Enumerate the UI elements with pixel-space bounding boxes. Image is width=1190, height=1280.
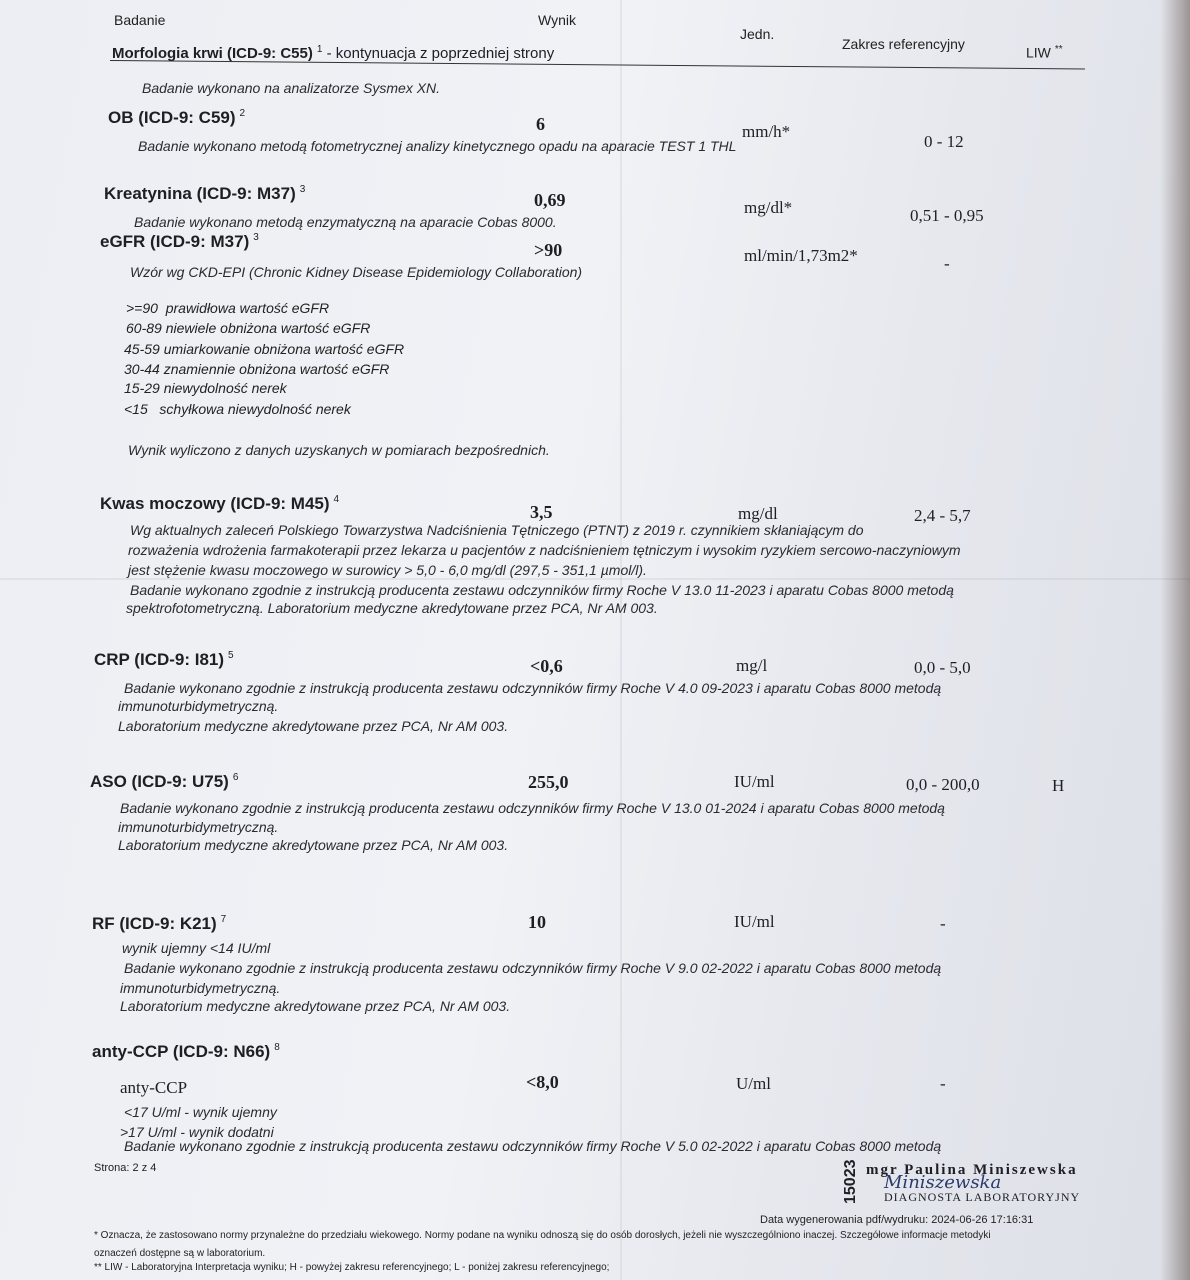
egfr-scale-6: <15 schyłkowa niewydolność nerek xyxy=(124,401,351,417)
rf-title: RF (ICD-9: K21) $^7$ xyxy=(92,914,227,933)
egfr-scale-2: 60-89 niewiele obniżona wartość eGFR xyxy=(126,320,371,336)
morfologia-note: Badanie wykonano na analizatorze Sysmex XN. xyxy=(142,80,441,96)
signer-title: DIAGNOSTA LABORATORYJNY xyxy=(884,1190,1081,1204)
egfr-footer: Wynik wyliczono z danych uzyskanych w pomiarach bezpośrednich. xyxy=(128,442,550,458)
legend-line-1: * Oznacza, że zastosowano normy przynależne do przedziału wiekowego. Normy podane na wyniku odnoszą się do osób dorosłych, jeżeli nie wyszczególniono inaczej. Szczegółowe informacje metodyki xyxy=(94,1230,991,1241)
ccp-note-1: <17 U/ml - wynik ujemny xyxy=(124,1104,277,1120)
page-number: Strona: 2 z 4 xyxy=(94,1162,157,1174)
ccp-unit: U/ml xyxy=(736,1074,771,1093)
kwas-note-3: jest stężenie kwasu moczowego w surowicy > 5,0 - 6,0 mg/dl (297,5 - 351,1 µmol/l). xyxy=(128,562,647,578)
aso-note-1: Badanie wykonano zgodnie z instrukcją producenta zestawu odczynników firmy Roche V 13.0 01-2024 i aparatu Cobas 8000 metodą xyxy=(120,800,945,816)
egfr-range: - xyxy=(944,254,950,273)
kreatynina-title: Kreatynina (ICD-9: M37) $^3$ xyxy=(104,184,306,203)
column-header-badanie: Badanie xyxy=(114,12,166,28)
aso-value: 255,0 xyxy=(528,772,569,792)
kwas-value: 3,5 xyxy=(530,502,553,522)
kreatynina-unit: mg/dl* xyxy=(744,198,793,217)
crp-value: <0,6 xyxy=(530,656,563,676)
kwas-note-5: spektrofotometryczną. Laboratorium medyczne akredytowane przez PCA, Nr AM 003. xyxy=(126,600,658,616)
crp-unit: mg/l xyxy=(736,656,768,675)
kwas-title: Kwas moczowy (ICD-9: M45) $^4$ xyxy=(100,494,340,513)
rf-value: 10 xyxy=(528,912,546,932)
kwas-unit: mg/dl xyxy=(738,504,778,523)
ob-range: 0 - 12 xyxy=(924,132,964,151)
column-header-wynik: Wynik xyxy=(538,12,576,28)
signer-name: mgr Paulina Miniszewska xyxy=(866,1162,1078,1178)
legend-line-3: ** LIW - Laboratoryjna Interpretacja wyniku; H - powyżej zakresu referencyjnego; L - poniżej zakresu referencyjnego; xyxy=(94,1262,610,1273)
column-header-zakres: Zakres referencyjny xyxy=(842,36,965,52)
aso-flag-high: H xyxy=(1052,776,1065,795)
stamp-number: 15023 xyxy=(842,1159,859,1204)
kwas-range: 2,4 - 5,7 xyxy=(914,506,971,525)
kwas-note-1: Wg aktualnych zaleceń Polskiego Towarzystwa Nadciśnienia Tętniczego (PTNT) z 2019 r. czynnikiem skłaniającym do xyxy=(130,522,864,538)
kreatynina-value: 0,69 xyxy=(534,190,566,210)
egfr-scale-5: 15-29 niewydolność nerek xyxy=(124,380,287,396)
crp-title: CRP (ICD-9: I81) $^5$ xyxy=(94,650,234,669)
paper-fold-vertical xyxy=(620,0,622,1280)
ccp-note-3: Badanie wykonano zgodnie z instrukcją producenta zestawu odczynników firmy Roche V 5.0 02-2022 i aparatu Cobas 8000 metodą xyxy=(124,1138,942,1154)
egfr-unit: ml/min/1,73m2* xyxy=(744,246,858,265)
rf-unit: IU/ml xyxy=(734,912,775,931)
ob-note: Badanie wykonano metodą fotometrycznej analizy kinetycznego opadu na aparacie TEST 1 THL xyxy=(138,138,737,154)
kwas-note-4: Badanie wykonano zgodnie z instrukcją producenta zestawu odczynników firmy Roche V 13.0 11-2023 i aparatu Cobas 8000 metodą xyxy=(130,582,954,598)
crp-note-2: immunoturbidymetryczną. xyxy=(118,698,279,714)
rf-note-2: Badanie wykonano zgodnie z instrukcją producenta zestawu odczynników firmy Roche V 9.0 02-2022 i aparatu Cobas 8000 metodą xyxy=(124,960,942,976)
aso-note-2: immunoturbidymetryczną. xyxy=(118,819,279,835)
column-header-liw: LIW ** xyxy=(1026,44,1063,61)
kreatynina-note: Badanie wykonano metodą enzymatyczną na aparacie Cobas 8000. xyxy=(134,214,557,230)
egfr-scale-3: 45-59 umiarkowanie obniżona wartość eGFR xyxy=(124,341,405,357)
ob-value: 6 xyxy=(536,114,545,134)
ob-title: OB (ICD-9: C59) $^2$ xyxy=(108,108,246,127)
morfologia-heading: Morfologia krwi (ICD-9: C55) $^1$ - kontynuacja z poprzedniej strony xyxy=(112,44,555,62)
aso-range: 0,0 - 200,0 xyxy=(906,775,980,794)
egfr-scale-4: 30-44 znamiennie obniżona wartość eGFR xyxy=(124,361,390,377)
handwritten-signature: Miniszewska xyxy=(884,1172,1002,1193)
crp-range: 0,0 - 5,0 xyxy=(914,658,971,677)
crp-note-3: Laboratorium medyczne akredytowane przez PCA, Nr AM 003. xyxy=(118,718,509,734)
egfr-note: Wzór wg CKD-EPI (Chronic Kidney Disease Epidemiology Collaboration) xyxy=(130,264,583,280)
column-header-jedn: Jedn. xyxy=(740,26,775,42)
ccp-value: <8,0 xyxy=(526,1072,559,1092)
kwas-note-2: rozważenia wdrożenia farmakoterapii przez lekarza u pacjentów z nadciśnieniem tętniczym i wysokim ryzykiem sercowo-naczyniowym xyxy=(128,542,961,558)
aso-unit: IU/ml xyxy=(734,772,775,791)
paper-fold-horizontal xyxy=(0,578,1190,580)
ccp-note-2: >17 U/ml - wynik dodatni xyxy=(120,1124,274,1140)
crp-note-1: Badanie wykonano zgodnie z instrukcją producenta zestawu odczynników firmy Roche V 4.0 09-2023 i aparatu Cobas 8000 metodą xyxy=(124,680,942,696)
ob-unit: mm/h* xyxy=(742,122,791,141)
rf-note-1: wynik ujemny <14 IU/ml xyxy=(122,940,271,956)
rf-note-4: Laboratorium medyczne akredytowane przez PCA, Nr AM 003. xyxy=(120,998,511,1014)
egfr-scale-1: >=90 prawidłowa wartość eGFR xyxy=(126,300,330,316)
ccp-title: anty-CCP (ICD-9: N66) $^8$ xyxy=(92,1042,280,1061)
rf-range: - xyxy=(940,914,946,933)
ccp-range: - xyxy=(940,1074,946,1093)
aso-title: ASO (ICD-9: U75) $^6$ xyxy=(90,772,239,791)
egfr-value: >90 xyxy=(534,240,563,260)
generated-date: Data wygenerowania pdf/wydruku: 2024-06-26 17:16:31 xyxy=(760,1214,1034,1226)
paper-shadow-edge xyxy=(1160,0,1190,1280)
aso-note-3: Laboratorium medyczne akredytowane przez PCA, Nr AM 003. xyxy=(118,837,509,853)
egfr-title: eGFR (ICD-9: M37) $^3$ xyxy=(100,232,259,251)
legend-line-2: oznaczeń dostępne są w laboratorium. xyxy=(94,1248,266,1259)
kreatynina-range: 0,51 - 0,95 xyxy=(910,206,984,225)
ccp-sublabel: anty-CCP xyxy=(120,1078,188,1097)
rf-note-3: immunoturbidymetryczną. xyxy=(120,980,281,996)
